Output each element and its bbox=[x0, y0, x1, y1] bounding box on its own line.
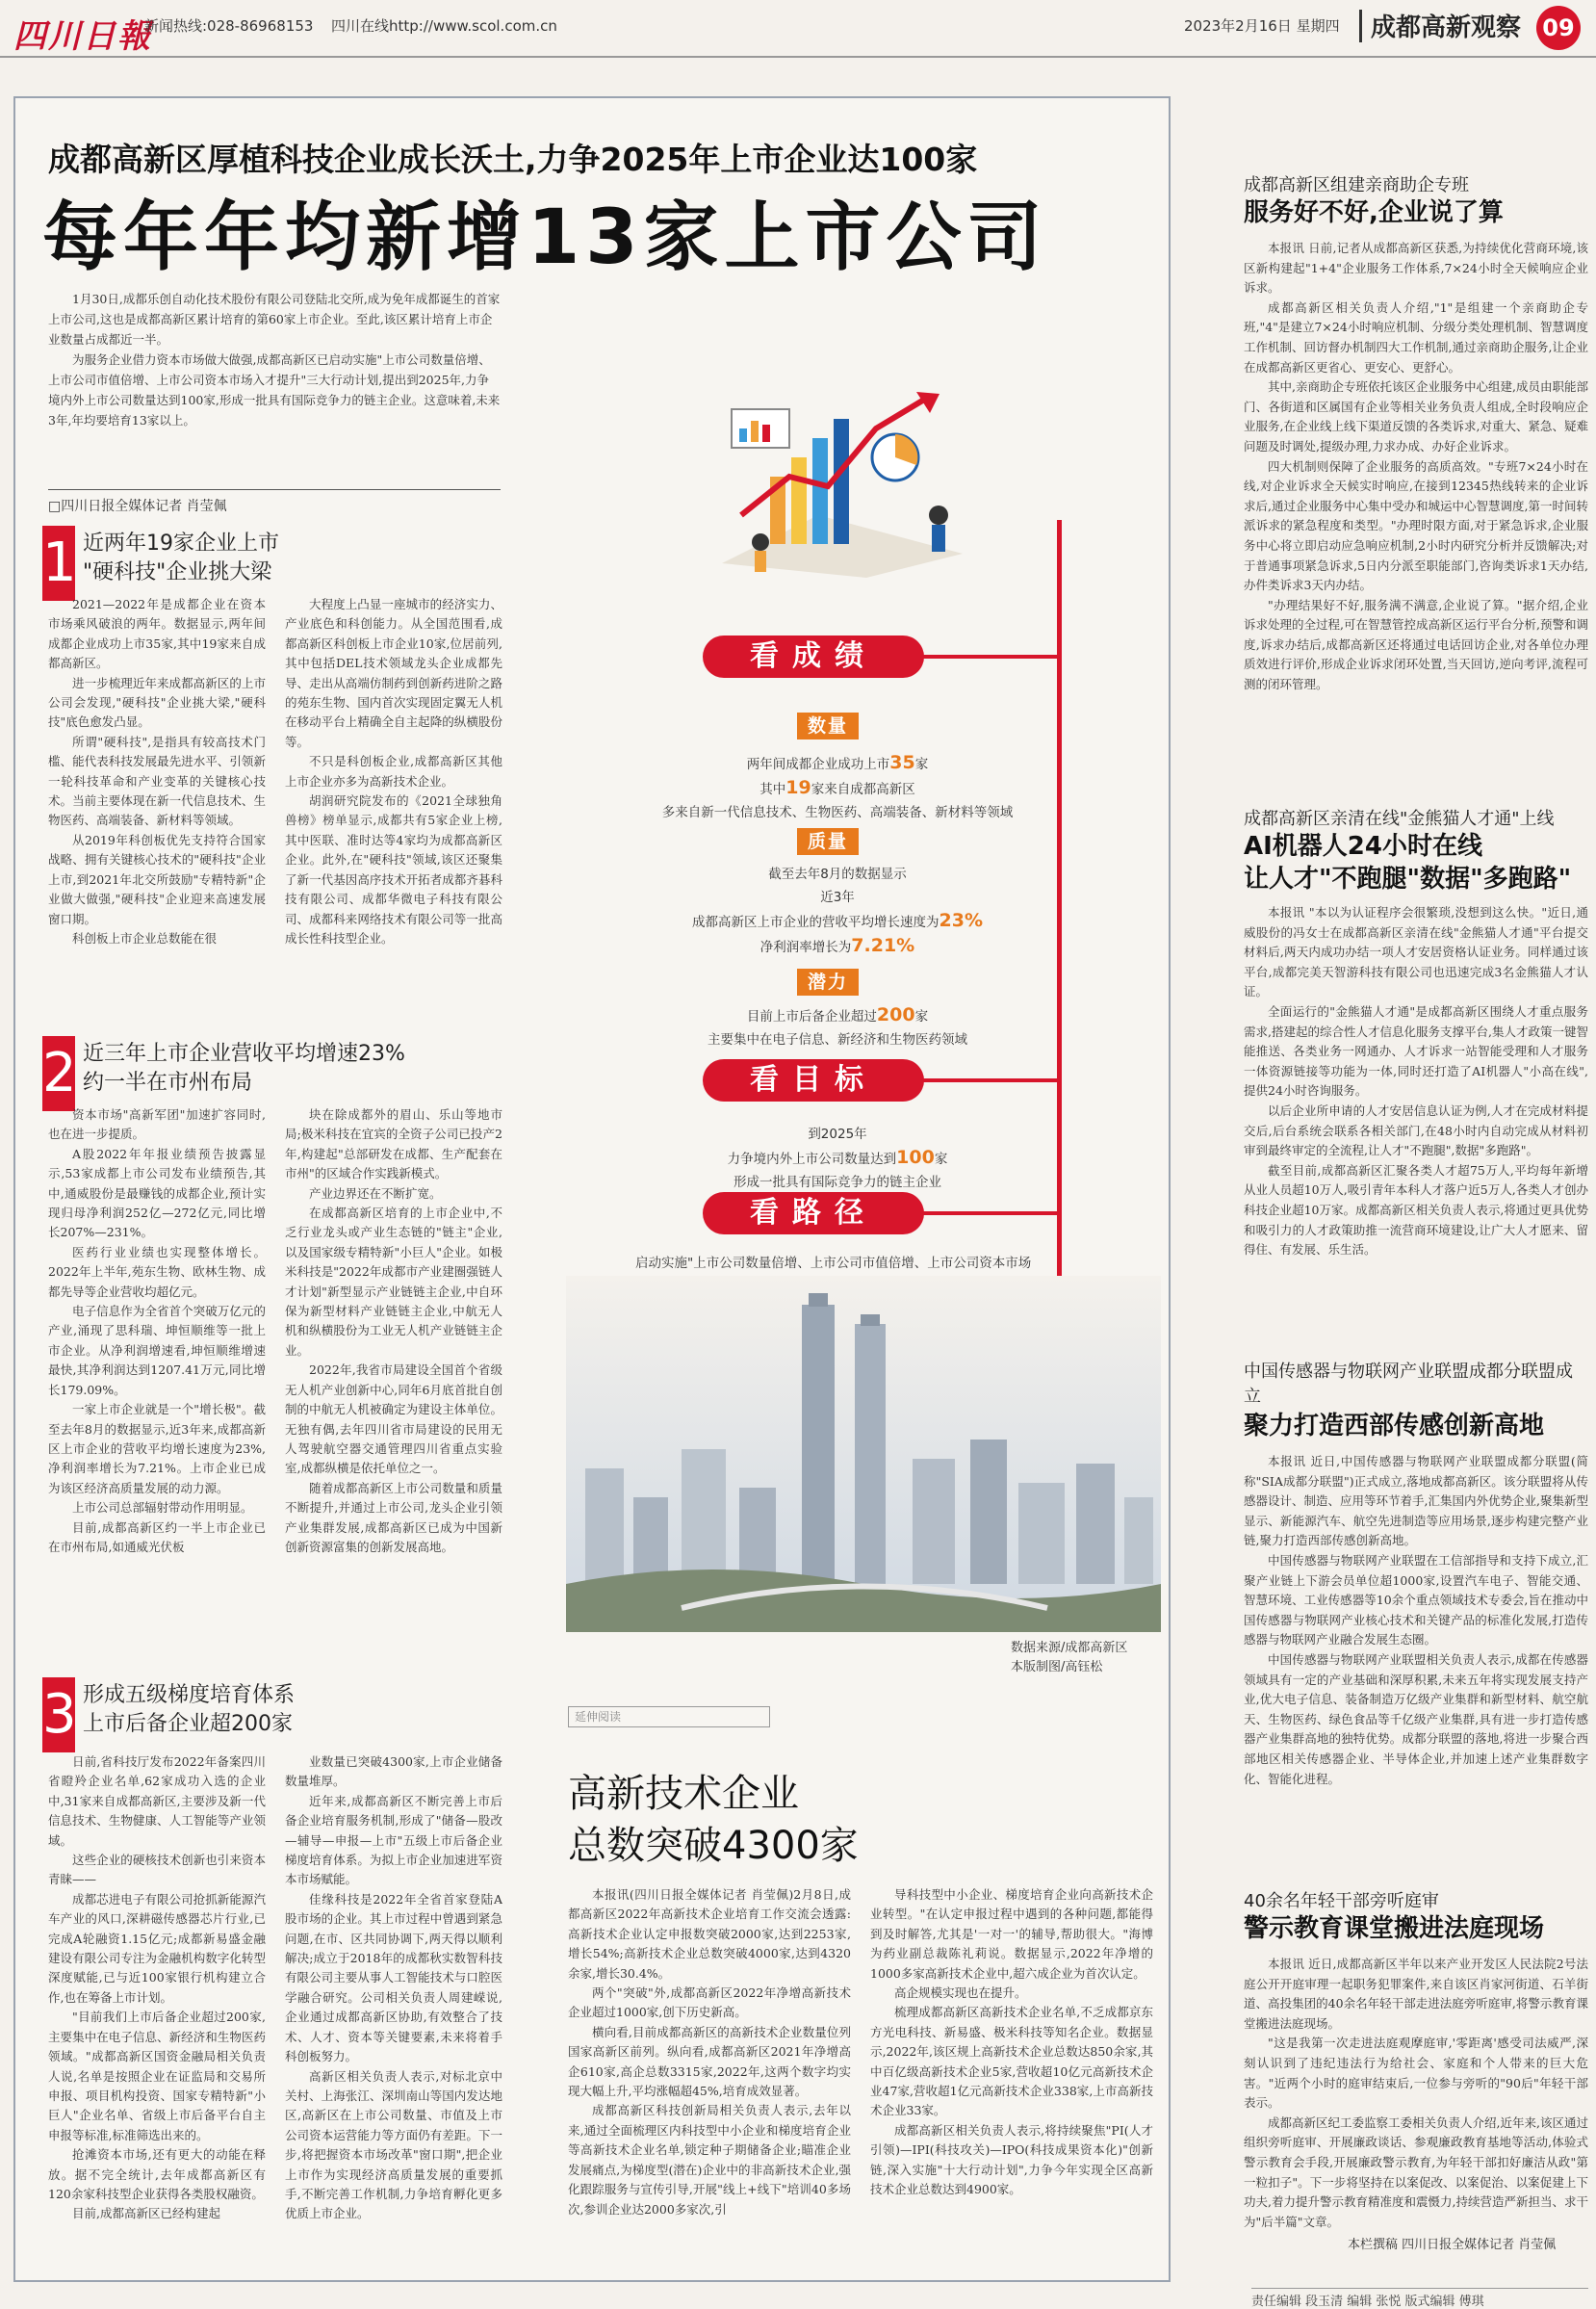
section-title: 近三年上市企业营收平均增速23% 约一半在市州布局 bbox=[83, 1042, 405, 1095]
graphic-credit: 数据来源/成都高新区 本版制图/高钰松 bbox=[1011, 1641, 1128, 1674]
timeline-line bbox=[1057, 520, 1062, 1387]
quantity-text: 两年间成都企业成功上市35家 其中19家来自成都高新区 多来自新一代信息技术、生物医药、高端装备、新材料等领域 bbox=[661, 752, 1014, 820]
article-column: 日前,省科技厅发布2022年备案四川省瞪羚企业名单,62家成功入选的企业中,31家来自成都高新区,主要涉及新一代信息技术、生物健康、人工智能等产业领域。 这些企业的硬核技术创新也引来资本青睐—— 成都芯进电子有限公司抢抓新能源汽车产业的风口,深耕磁传感器芯片行业,已完成A轮融资1.15亿元;成都新易盛金融建设有限公司专注为金融机构数字化转型深度赋能,已与近100家银行机构建立合作,也在筹备上市计划。 "目前我们上市后备企业超过200家,主要集中在电子信息、新经济和生物医药领域。"成都高新区国资金融局相关负责人说,名单是按照企业在证监局和交易所申报、项目机构投资、国家专精特新"小巨人"企业名单、省级上市后备平台自主申报等标准,标准筛选出来的。 抢滩资本市场,还有更大的动能在释放。据不完全统计,去年成都高新区有120余家科技型企业获得各类股权融资。 目前,成都高新区已经构建起 bbox=[48, 1754, 266, 2221]
goal-text: 到2025年 力争境内外上市公司数量达到100家 形成一批具有国际竞争力的链主企业 bbox=[727, 1127, 948, 1190]
right-article-subhead: 中国传感器与物联网产业联盟成都分联盟成立 bbox=[1244, 1362, 1573, 1407]
path-text: 启动实施"上市公司数量倍增、上市公司市值倍增、上市公司资本市场 bbox=[635, 1256, 1032, 1271]
main-lead bbox=[48, 289, 501, 430]
tag-potential: 潜力 bbox=[797, 969, 859, 996]
city-skyline-photo bbox=[566, 1276, 1161, 1632]
section-name: 成都高新观察 bbox=[1371, 13, 1522, 42]
right-article-headline: 聚力打造西部传感创新高地 bbox=[1244, 1412, 1545, 1440]
right-article-headline: 警示教育课堂搬进法庭现场 bbox=[1244, 1914, 1545, 1943]
section-number: 2 bbox=[42, 1036, 75, 1111]
main-headline: 每年年均新增13家上市公司 bbox=[42, 195, 1048, 281]
right-article-subhead: 成都高新区亲清在线"金熊猫人才通"上线 bbox=[1244, 809, 1555, 829]
potential-text: 目前上市后备企业超过200家 主要集中在电子信息、新经济和生物医药领域 bbox=[708, 1004, 967, 1048]
news-hotline: 新闻热线:028-86968153 bbox=[144, 17, 314, 35]
article-column: 2021—2022年是成都企业在资本市场乘风破浪的两年。数据显示,两年间成都企业成功上市35家,其中19家来自成都高新区。 进一步梳理近年来成都高新区的上市公司会发现,"硬科技"企业挑大梁,"硬科技"底色愈发凸显。 所谓"硬科技",是指具有较高技术门槛、能代表科技发展最先进水平、引领新一轮科技革命和产业变革的关键核心技术。当前主要体现在新一代信息技术、生物医药、高端装备、新材料等领域。 从2019年科创板优先支持符合国家战略、拥有关键核心技术的"硬科技"企业上市,到2021年北交所鼓励"专精特新"企业做大做强,"硬科技"企业迎来高速发展窗口期。 科创板上市企业总数能在很 bbox=[48, 597, 266, 946]
right-column-signature: 本栏撰稿 四川日报全媒体记者 肖莹佩 bbox=[1348, 2238, 1557, 2252]
editor-credits: 责任编辑 段玉清 编辑 张悦 版式编辑 傅琪 bbox=[1251, 2288, 1588, 2309]
main-byline: □四川日报全媒体记者 肖莹佩 bbox=[48, 489, 501, 515]
heading-pill-results: 看成绩 bbox=[703, 636, 924, 678]
tag-quality: 质量 bbox=[797, 828, 859, 855]
masthead bbox=[0, 0, 1596, 58]
main-kicker: 成都高新区厚植科技企业成长沃土,力争2025年上市企业达100家 bbox=[48, 141, 978, 178]
right-article-subhead: 成都高新区组建亲商助企专班 bbox=[1244, 175, 1469, 195]
header-divider bbox=[1359, 10, 1362, 42]
right-article-subhead: 40余名年轻干部旁听庭审 bbox=[1244, 1891, 1439, 1911]
section-number: 3 bbox=[42, 1677, 75, 1752]
lead-paragraph: 1月30日,成都乐创自动化技术股份有限公司登陆北交所,成为免年成都诞生的首家上市公司,这也是成都高新区累计培育的第60家上市企业。至此,该区累计培育上市企业数量占成都近一半。 bbox=[48, 292, 501, 347]
lead-paragraph: 为服务企业借力资本市场做大做强,成都高新区已启动实施"上市公司数量倍增、上市公司市值倍增、上市公司资本市场入才提升"三大行动计划,提出到2025年,力争境内外上市公司数量达到100家,形成一批具有国际竞争力的链主企业。这意味着,未来3年,年均要培育13家以上。 bbox=[48, 352, 501, 428]
right-article-body: 本报讯 近日,中国传感器与物联网产业联盟成都分联盟(简称"SIA成都分联盟")正式成立,落地成都高新区。该分联盟将从传感器设计、制造、应用等环节着手,汇集国内外优势企业,聚集新型显示、新能源汽车、航空先进制造等应用场景,逐步构建完整产业链,聚力打造西部传感创新高地。 中国传感器与物联网产业联盟在工信部指导和支持下成立,汇聚产业链上下游会员单位超1000家,设置汽车电子、智能交通、智慧环境、工业传感器等10余个重点领域技术专委会,旨在推动中国传感器与物联网产业核心技术和关键产品的标准化发展,打造传感器与物联网产业融合发展生态圈。 中国传感器与物联网产业联盟相关负责人表示,成都在传感器领域具有一定的产业基础和深厚积累,未来五年将实现发展支持产业,优大电子信息、装备制造万亿级产业集群和新型材料、航空航天、生物医药、绿色食品等千亿级产业集群,具有进一步打造传感器产业集群高地的独特优势。成都分联盟的落地,将进一步聚合西部地区相关传感器企业、半导体企业,并加速上述产业集群数字化、智能化进程。 bbox=[1244, 1454, 1588, 1786]
quality-text: 截至去年8月的数据显示 近3年 成都高新区上市企业的营收平均增长速度为23% 净利润率增长为7.21% bbox=[692, 867, 983, 956]
sub-story-headline: 高新技术企业 总数突破4300家 bbox=[568, 1772, 859, 1868]
article-column: 本报讯(四川日报全媒体记者 肖莹佩)2月8日,成都高新区2022年高新技术企业培育工作交流会透露:高新技术企业认定申报数突破2000家,达到2253家,增长54%;高新技术企业总数突破4000家,达到4320余家,增长30.4%。 两个"突破"外,成都高新区2022年净增高新技术企业超过1000家,创下历史新高。 横向看,目前成都高新区的高新技术企业数量位列国家高新区前列。纵向看,成都高新区2021年净增高企610家,高企总数3315家,2022年,这两个数字均实现大幅上升,平均涨幅超45%,培育成效显著。 成都高新区科技创新局相关负责人表示,去年以来,通过全面梳理区内科技型中小企业和梯度培育企业等高新技术企业名单,锁定种子期储备企业;瞄准企业发展痛点,为梯度型(潜在)企业中的非高新技术企业,强化跟踪服务与宣传引导,开展"线上+线下"培训40多场次,参训企业达2000多家次,引 bbox=[568, 1887, 851, 2217]
page-number-badge: 09 bbox=[1536, 6, 1581, 50]
section-title: 形成五级梯度培育体系 上市后备企业超200家 bbox=[83, 1683, 296, 1736]
section-number: 1 bbox=[42, 526, 75, 601]
tag-quantity: 数量 bbox=[797, 713, 859, 739]
article-column: 块在除成都外的眉山、乐山等地市局;极米科技在宜宾的全资子公司已投产2年,构建起"总部研发在成都、生产配套在市州"的区域合作实践新模式。 产业边界还在不断扩宽。 在成都高新区培育的上市企业中,不乏行业龙头或产业生态链的"链主"企业,以及国家级专精特新"小巨人"企业。如极米科技是"2022年成都市产业建圈强链人才计划"新型显示产业链链主企业,中自环保为新型材料产业链链主企业,中航无人机和纵横股份为工业无人机产业链链主企业。 2022年,我省市局建设全国首个省级无人机产业创新中心,同年6月底首批自创制的中航无人机被确定为建设主体单位。无独有偶,去年四川省市局建设的民用无人驾驶航空器交通管理四川省重点实验室,成都纵横是依托单位之一。 随着成都高新区上市公司数量和质量不断提升,并通过上市公司,龙头企业引领产业集群发展,成都高新区已成为中国新创新资源富集的创新发展高地。 bbox=[285, 1107, 502, 1554]
article-column: 业数量已突破4300家,上市企业储备数量堆厚。 近年来,成都高新区不断完善上市后备企业培育服务机制,形成了"储备—股改—辅导—申报—上市"五级上市后备企业梯度培育体系。为拟上市企业加速进军资本市场赋能。 佳缘科技是2022年全省首家登陆A股市场的企业。其上市过程中曾遇到紧急问题,在市、区共同协调下,两天得以顺利解决;成立于2018年的成都秋实数智科技有限公司主要从事人工智能技术与口腔医学融合研究。公司相关负责人周建嵘说,企业通过成都高新区协助,有效整合了技术、人才、资本等关键要素,未来将着手科创板努力。 高新区相关负责人表示,对标北京中关村、上海张江、深圳南山等国内发达地区,高新区在上市公司数量、市值及上市公司资本运营能力等方面仍有差距。下一步,将把握资本市场改革"窗口期",把企业上市作为实现经济高质量发展的重要抓手,不断完善工作机制,力争培育孵化更多优质上市企业。 bbox=[285, 1754, 502, 2221]
right-article-body: 本报讯 近日,成都高新区半年以来产业开发区人民法院2号法庭公开开庭审理一起职务犯罪案件,来自该区肖家河街道、石羊街道、高投集团的40余名年轻干部走进法庭旁听庭审,将警示教育课堂搬进法庭现场。 "这是我第一次走进法庭观摩庭审,'零距离'感受司法威严,深刻认识到了违纪违法行为给社会、家庭和个人带来的巨大危害。"近两个小时的庭审结束后,一位参与旁听的"90后"年轻干部表示。 成都高新区纪工委监察工委相关负责人介绍,近年来,该区通过组织旁听庭审、开展廉政谈话、参观廉政教育基地等活动,体验式警示教育会手段,开展廉政警示教育,为年轻干部扣好廉洁从政"第一粒扣子"。下一步将坚持在以案促改、以案促治、以案促建上下功夫,着力提升警示教育精准度和震慑力,持续营造严新担当、求干为"后半篇"文章。 bbox=[1244, 1957, 1588, 2228]
right-article-headline: AI机器人24小时在线 让人才"不跑腿"数据"多跑路" bbox=[1244, 832, 1572, 894]
section-title: 近两年19家企业上市 "硬科技"企业挑大梁 bbox=[83, 532, 279, 584]
right-article-body: 本报讯 "本以为认证程序会很繁琐,没想到这么快。"近日,通威股份的冯女士在成都高新区亲清在线"金熊猫人才通"平台提交材料后,两天内成功办结一项人才安居资格认证业务。同样通过该平台,成都完美天智游科技有限公司也迅速完成3名金熊猫人才认证。 全面运行的"金熊猫人才通"是成都高新区围绕人才重点服务需求,搭建起的综合性人才信息化服务支撑平台,集人才政策一键智能推送、各类业务一网通办、人才诉求一站智能受理和人才服务一体资源链接等功能为一体,同时还打造了AI机器人"小高在线",提供24小时咨询服务。 以后企业所申请的人才安居信息认证为例,人才在完成材料提交后,后台系统会联系各相关部门,在48小时内自动完成从材料初审到最终审定的全流程,让人才"不跑腿",数据"多跑路"。 截至目前,成都高新区汇聚各类人才超75万人,平均每年新增从业人员超10万人,吸引青年本科人才落户近5万人,各类人才创办科技企业超10万家。成都高新区相关负责人表示,将通过更具优势和吸引力的人才政策助推一流营商环境建设,让广大人才愿来、留得住、有发展、乐生活。 bbox=[1244, 905, 1588, 1258]
heading-pill-path: 看路径 bbox=[703, 1192, 924, 1234]
right-article-body: 本报讯 日前,记者从成都高新区获悉,为持续优化营商环境,该区新构建起"1+4"企业服务工作体系,7×24小时全天候响应企业诉求。 成都高新区相关负责人介绍,"1"是组建一个亲商助企专班,"4"是建立7×24小时响应机制、分级分类处理机制、智慧调度工作机制、回访督办机制四大工作机制,通过亲商助企服务,让企业在成都高新区更省心、更安心、更舒心。 其中,亲商助企专班依托该区企业服务中心组建,成员由职能部门、各街道和区属国有企业等相关业务负责人组成,全时段响应企业服务,在企业线上线下渠道反馈的各类诉求,对重大、紧急、疑难问题及时调处,提级办理,力求办成、办好企业诉求。 四大机制则保障了企业服务的高质高效。"专班7×24小时在线,对企业诉求全天候实时响应,在接到12345热线转来的企业诉求后,通过企业服务中心集中受办和城运中心智慧调度,第一时间转派诉求的紧急程度和类型。"办理时限方面,对于紧急诉求,企业服务中心将立即启动应急响应机制,2小时内研究分析并反馈解决;对于普通事项紧急诉求,5日内分派至职能部门,咨询类诉求1天办结,办件类诉求3天内办结。 "办理结果好不好,服务满不满意,企业说了算。"据介绍,企业诉求处理的全过程,可在智慧管控成高新区运行平台分析,预警和调度,诉求办结后,成都高新区还将通过电话回访企业,对各单位办理质效进行评价,形成企业诉求闭环处置,当天回访,逆向考评,流程可测的闭环管理。 bbox=[1244, 241, 1588, 692]
website-link[interactable]: 四川在线http://www.scol.com.cn bbox=[331, 17, 557, 35]
article-column: 导科技型中小企业、梯度培育企业向高新技术企业转型。"在认定申报过程中遇到的各种问题,都能得到及时解答,尤其是'一对一'的辅导,帮助很大。"海博为药业副总裁陈礼莉说。数据显示,2022年净增的1000多家高新技术企业中,超六成企业为首次认定。 高企规模实现也在提升。 梳理成都高新区高新技术企业名单,不乏成都京东方光电科技、新易盛、极米科技等知名企业。数据显示,2022年,该区规上高新技术企业总数达850余家,其中百亿级高新技术企业5家,营收超10亿元高新技术企业47家,营收超1亿元高新技术企业338家,上市高新技术企业33家。 成都高新区相关负责人表示,将持续聚焦"PI(人才引领)—IPI(科技攻关)—IPO(科技成果资本化)"创新链,深入实施"十大行动计划",力争今年实现全区高新技术企业总数达到4900家。 bbox=[870, 1887, 1153, 2197]
right-article-headline: 服务好不好,企业说了算 bbox=[1244, 198, 1504, 227]
extended-reading-tag: 延伸阅读 bbox=[568, 1706, 770, 1727]
business-growth-illustration bbox=[703, 371, 982, 583]
article-column: 资本市场"高新军团"加速扩容同时,也在进一步提质。 A股2022年年报业绩预告披露显示,53家成都上市公司发布业绩预告,其中,通威股份是最赚钱的成都企业,预计实现归母净利润252亿—272亿元,同比增长207%—231%。 医药行业业绩也实现整体增长。2022年上半年,苑东生物、欧林生物、成都先导等企业营收均超亿元。 电子信息作为全省首个突破万亿元的产业,涌现了思科瑞、坤恒顺维等一批上市企业。从净利润增速看,坤恒顺维增速最快,其净利润达到1207.41万元,同比增长179.09%。 一家上市企业就是一个"增长极"。截至去年8月的数据显示,近3年来,成都高新区上市企业的营收平均增长速度为23%,净利润率增长为7.21%。上市企业已成为该区经济高质量发展的动力源。 上市公司总部辐射带动作用明显。 目前,成都高新区约一半上市企业已在市州布局,如通威光伏板 bbox=[48, 1107, 266, 1554]
article-column: 大程度上凸显一座城市的经济实力、产业底色和科创能力。从全国范围看,成都高新区科创板上市企业10家,位居前列,其中包括DEL技术领域龙头企业成都先导、走出从高端仿制药到创新药进阶之路的苑东生物、国内首次实现固定翼无人机在移动平台上精确全自主起降的纵横股份等。 不只是科创板企业,成都高新区其他上市企业亦多为高新技术企业。 胡润研究院发布的《2021全球独角兽榜》榜单显示,成都共有5家企业上榜,其中医联、准时达等4家均为成都高新区企业。此外,在"硬科技"领域,该区还聚集了新一代基因高序技术开拓者成都齐碁科技有限公司、成都华微电子科技有限公司、成都科来网络技术有限公司等一批高成长性科技型企业。 bbox=[285, 597, 502, 946]
newspaper-logo: 四川日報 bbox=[13, 17, 152, 56]
issue-date: 2023年2月16日 星期四 bbox=[1184, 17, 1340, 35]
heading-pill-goals: 看目标 bbox=[703, 1059, 924, 1102]
